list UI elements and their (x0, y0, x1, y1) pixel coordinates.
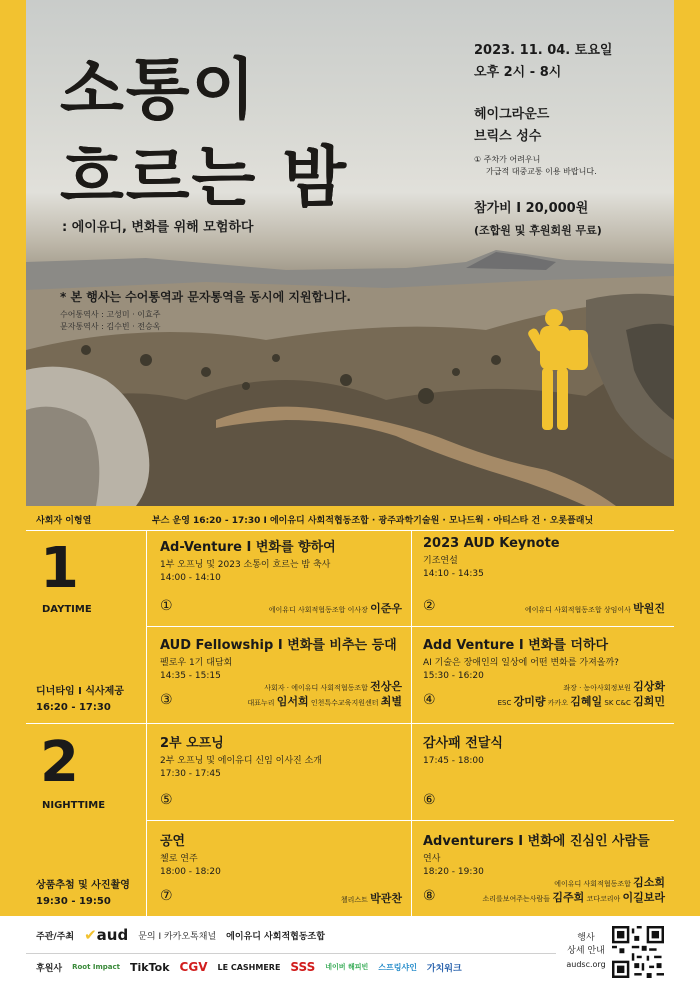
session-sub: AI 기술은 장애인의 일상에 어떤 변화를 가져올까? (423, 658, 619, 668)
session-number: ⑧ (423, 888, 436, 904)
session-sub: 펠로우 1기 대담회 (160, 658, 233, 668)
session-sub: 1부 오프닝 및 2023 소통이 흐르는 밤 축사 (160, 560, 331, 570)
session-sub: 연사 (423, 854, 441, 864)
sponsor-root-impact: Root Impact (72, 963, 121, 971)
guide-url[interactable]: audsc.org (566, 960, 606, 969)
session-title: 공연 (160, 834, 186, 849)
text-interpreters: 문자통역사 : 김수빈 · 전승옥 (60, 322, 161, 331)
sign-interpreters: 수어통역사 : 고성미 · 이효주 (60, 310, 161, 319)
session-title: Ad-Venture I 변화를 향하여 (160, 540, 336, 555)
sponsor-cgv: CGV (179, 960, 208, 974)
venue-line-1: 헤이그라운드 (474, 107, 550, 122)
session-title: 2023 AUD Keynote (423, 536, 560, 551)
venue-line-2: 브릭스 성수 (474, 129, 542, 144)
session-number: ② (423, 598, 436, 614)
qr-code-icon[interactable] (612, 926, 664, 978)
guide-line-1: 행사 (577, 933, 595, 943)
speaker-role: 에이유디 사회적협동조합 이사장 (268, 606, 368, 614)
session-sub: 2부 오프닝 및 에이유디 신임 이사진 소개 (160, 756, 322, 766)
session-speaker (269, 602, 402, 617)
speaker-role: 사회자 · 에이유디 사회적협동조합 (264, 684, 368, 692)
sponsor-happybean: 네이버 해피빈 (325, 963, 369, 971)
event-guide (560, 932, 612, 971)
part-2-info-2: 19:30 - 19:50 (36, 896, 111, 907)
footer-divider (26, 953, 556, 954)
session-number: ④ (423, 692, 436, 708)
speaker-role: 인천특수교육지원센터 (310, 699, 379, 707)
session-8 (423, 830, 671, 914)
parking-note-2: 가급적 대중교통 이용 바랍니다. (486, 167, 597, 176)
speaker-role: 첼리스트 (340, 896, 368, 904)
session-title: 2부 오프닝 (160, 736, 224, 751)
event-subtitle: : 에이유디, 변화를 위해 모험하다 (62, 220, 254, 235)
session-time: 15:30 - 16:20 (423, 671, 484, 681)
speaker-role: 소리를보여주는사람들 (482, 895, 551, 903)
session-time: 14:35 - 15:15 (160, 671, 221, 681)
part-1-info-1: 디너타임 I 식사제공 (36, 686, 124, 697)
speaker-role: 좌장 · 농아사회정보원 (563, 684, 631, 692)
sponsor-springshine: 스프링샤인 (378, 962, 417, 972)
speaker-name: 박관찬 (370, 892, 402, 905)
session-2 (423, 536, 671, 624)
session-number: ⑥ (423, 792, 436, 808)
session-sub: 기조연설 (423, 556, 458, 566)
sponsor-tiktok: TikTok (130, 960, 170, 974)
divider (146, 530, 147, 916)
session-number: ⑤ (160, 792, 173, 808)
part-2-info (36, 878, 130, 910)
speaker-role: 코다코리아 (586, 895, 621, 903)
session-time: 14:10 - 14:35 (423, 569, 484, 579)
speaker-name: 최별 (380, 695, 402, 708)
speaker-role: 대표누리 (247, 699, 275, 707)
speaker-name: 임서희 (276, 695, 309, 708)
parking-note (474, 154, 664, 178)
session-speakers (498, 680, 665, 710)
speaker-name: 김소희 (633, 876, 665, 889)
sponsor-label: 후원사 (36, 963, 63, 974)
session-title: Add Venture I 변화를 더하다 (423, 638, 609, 653)
session-number: ① (160, 598, 173, 614)
part-2-info-1: 상품추첨 및 사진촬영 (36, 880, 130, 891)
part-1-number: 1 (40, 536, 79, 601)
parking-note-1: ① 주차가 어려우니 (474, 155, 541, 164)
title-line-1: 소통이 (60, 51, 258, 128)
session-3 (160, 634, 408, 722)
part-1-info-2: 16:20 - 17:30 (36, 702, 111, 713)
aud-logo: ✔aud (84, 926, 129, 944)
speaker-role: 카카오 (547, 699, 569, 707)
divider (146, 820, 674, 821)
session-4 (423, 634, 671, 722)
session-time: 17:30 - 17:45 (160, 769, 221, 779)
sponsor-row (36, 960, 462, 974)
fee-note: (조합원 및 후원회원 무료) (474, 224, 602, 237)
fee: 참가비 I 20,000원 (474, 201, 589, 216)
accessibility-note (60, 288, 420, 333)
speaker-name: 김상화 (633, 680, 665, 693)
speaker-role: ESC (497, 699, 512, 707)
footer (0, 916, 700, 990)
part-2-name: NIGHTTIME (42, 800, 106, 811)
event-time: 오후 2시 - 8시 (474, 65, 562, 80)
sponsor-sss: SSS (290, 960, 316, 974)
speaker-role: SK C&C (604, 699, 631, 707)
session-time: 18:20 - 19:30 (423, 867, 484, 877)
divider (146, 626, 674, 627)
speaker-name: 이준우 (370, 602, 402, 615)
session-1 (160, 536, 408, 624)
speaker-name: 이길보라 (622, 891, 665, 904)
speaker-name: 강미량 (513, 695, 546, 708)
contact-label: 문의 I 카카오톡채널 (138, 931, 217, 942)
speaker-name: 김주희 (552, 891, 585, 904)
event-date: 2023. 11. 04. 토요일 (474, 43, 613, 58)
session-title: Adventurers I 변화에 진심인 사람들 (423, 834, 650, 849)
session-time: 14:00 - 14:10 (160, 573, 221, 583)
session-sub: 첼로 연주 (160, 854, 198, 864)
session-time: 18:00 - 18:20 (160, 867, 221, 877)
session-5 (160, 732, 408, 818)
part-1-info (36, 684, 124, 716)
program-grid (26, 530, 674, 916)
speaker-name: 김혜일 (570, 695, 603, 708)
host-row (36, 926, 325, 944)
contact-name: 에이유디 사회적협동조합 (226, 931, 325, 942)
session-speaker (525, 602, 665, 617)
speaker-role: 에이유디 사회적협동조합 (554, 880, 631, 888)
session-number: ⑦ (160, 888, 173, 904)
sponsor-gachiwork: 가치워크 (426, 963, 462, 974)
guide-line-2: 상세 안내 (567, 946, 605, 956)
speaker-name: 김희민 (633, 695, 665, 708)
session-7 (160, 830, 408, 914)
session-speaker (341, 892, 402, 907)
speaker-name: 박원진 (633, 602, 665, 615)
speaker-role: 에이유디 사회적협동조합 상임이사 (524, 606, 631, 614)
session-6 (423, 732, 671, 818)
interpreters (60, 309, 420, 333)
divider (411, 530, 412, 916)
sponsor-le-cashmere: LE CASHMERE (217, 962, 281, 972)
booth-info: 부스 운영 16:20 - 17:30 I 에이유디 사회적협동조합 · 광주과학기술원 · 모나드웍 · 아티스타 건 · 오롯플래닛 (152, 515, 594, 526)
session-speakers (247, 680, 402, 710)
info-bar (26, 508, 674, 530)
divider (26, 723, 674, 724)
hero-image (26, 0, 674, 506)
event-info (474, 40, 664, 238)
session-title: 감사패 전달식 (423, 736, 503, 751)
part-2-number: 2 (40, 730, 79, 795)
part-1-name: DAYTIME (42, 604, 92, 615)
divider (26, 530, 674, 531)
session-speakers (482, 876, 665, 906)
title-line-2: 흐르는 밤 (60, 139, 349, 216)
session-time: 17:45 - 18:00 (423, 756, 484, 766)
moderator: 사회자 이형열 (36, 515, 92, 526)
accessibility-heading: * 본 행사는 수어통역과 문자통역을 동시에 지원합니다. (60, 290, 351, 304)
speaker-name: 전상은 (370, 680, 402, 693)
session-title: AUD Fellowship I 변화를 비추는 등대 (160, 638, 397, 653)
host-label: 주관/주최 (36, 931, 75, 942)
session-number: ③ (160, 692, 173, 708)
